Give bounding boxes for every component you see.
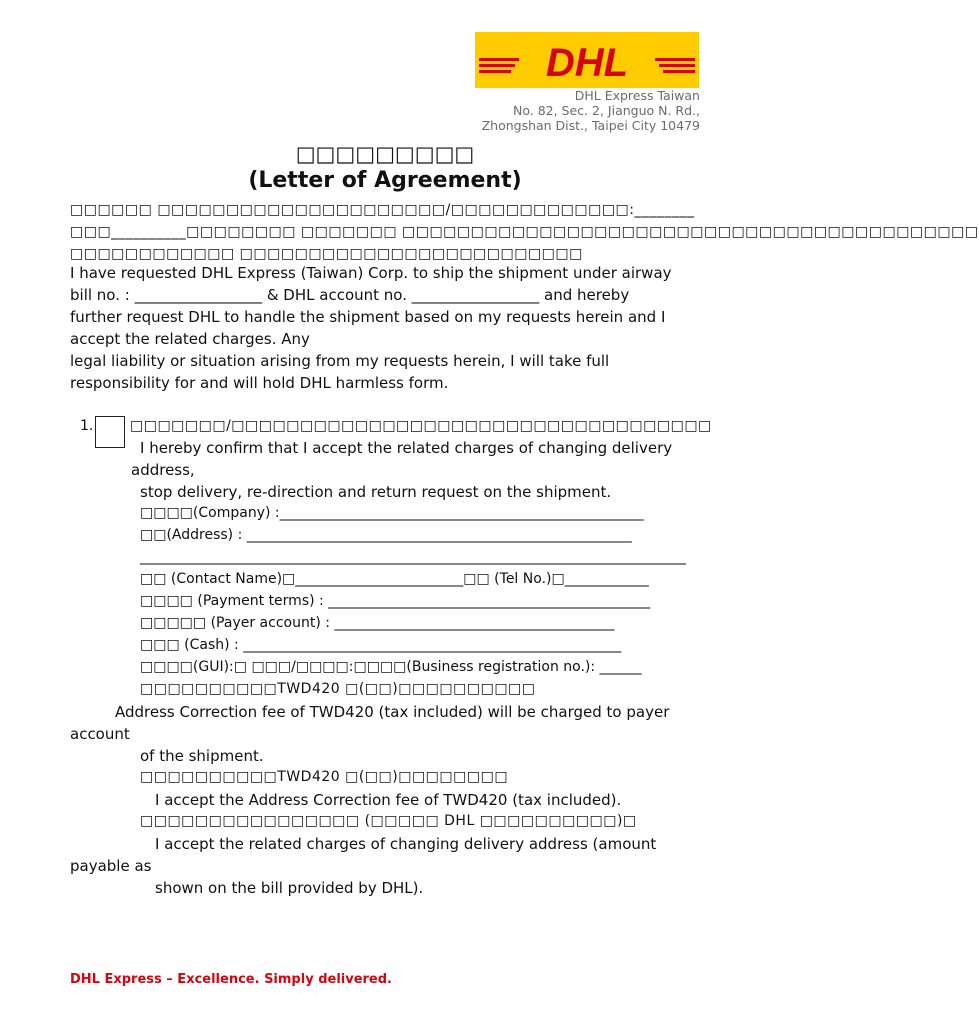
item-1-heading-english-3: stop delivery, re-direction and return request on the shipment. <box>140 483 612 501</box>
payer-account-field[interactable]: □□□□□ (Payer account) : ________________________________________ <box>140 615 615 631</box>
company-address-line-2: No. 82, Sec. 2, Jianguo N. Rd., <box>512 103 700 118</box>
fee-option-1-english-2: account <box>70 725 130 743</box>
item-number: 1. <box>80 418 94 434</box>
intro-english-line-6: responsibility for and will hold DHL harmless form. <box>70 374 449 392</box>
intro-english-line-5: legal liability or situation arising from my requests herein, I will take full <box>70 352 610 370</box>
payment-terms-field[interactable]: □□□□ (Payment terms) : ______________________________________________ <box>140 593 651 609</box>
address-field[interactable]: □□(Address) : _______________________________________________________ <box>140 527 632 543</box>
fee-option-3-english-2: payable as <box>70 857 152 875</box>
dhl-logo-text: DHL <box>545 41 629 85</box>
contact-tel-field[interactable]: □□ (Contact Name)□________________________□□ (Tel No.)□____________ <box>140 571 649 587</box>
intro-english-line-3: further request DHL to handle the shipment based on my requests herein and I <box>70 308 666 326</box>
intro-chinese-line-1: □□□□□□ □□□□□□□□□□□□□□□□□□□□□/□□□□□□□□□□□□□:________ <box>70 202 695 218</box>
fee-option-3-english-1: I accept the related charges of changing delivery address (amount <box>155 835 657 853</box>
dhl-logo <box>475 32 699 88</box>
intro-english-line-1: I have requested DHL Express (Taiwan) Corp. to ship the shipment under airway <box>70 264 672 282</box>
intro-english-line-2: bill no. : _________________ & DHL account no. _________________ and hereby <box>70 286 630 304</box>
intro-chinese-line-2: □□□__________□□□□□□□□ □□□□□□□ □□□□□□□□□□□□□□□□□□□□□□□□□□□□□□□□□□□□□□□□□□ <box>70 224 979 240</box>
intro-chinese-line-3: □□□□□□□□□□□□ □□□□□□□□□□□□□□□□□□□□□□□□□ <box>70 246 583 262</box>
intro-english-line-4: accept the related charges. Any <box>70 330 310 348</box>
fee-option-2-english: I accept the Address Correction fee of TWD420 (tax included). <box>155 791 622 809</box>
item-1-heading-english-1: I hereby confirm that I accept the related charges of changing delivery <box>140 439 673 457</box>
gui-field[interactable]: □□□□(GUI):□ □□□/□□□□:□□□□(Business registration no.): ______ <box>140 659 642 675</box>
document-title-english: (Letter of Agreement) <box>248 168 522 193</box>
dhl-logo-mark <box>475 32 699 88</box>
fee-option-1-chinese[interactable]: □□□□□□□□□□TWD420 □(□□)□□□□□□□□□□ <box>140 681 536 697</box>
document-title-chinese: □□□□□□□□□ <box>295 142 475 166</box>
cash-field[interactable]: □□□ (Cash) : ______________________________________________________ <box>140 637 622 653</box>
fee-option-1-english-3: of the shipment. <box>140 747 264 765</box>
fee-option-1-english-1: Address Correction fee of TWD420 (tax included) will be charged to payer <box>115 703 670 721</box>
address-field-continued[interactable]: ______________________________________________________________________________ <box>140 549 686 565</box>
footer-tagline: DHL Express – Excellence. Simply delivered. <box>70 972 392 987</box>
fee-option-3-english-3: shown on the bill provided by DHL). <box>155 879 424 897</box>
fee-option-3-chinese[interactable]: □□□□□□□□□□□□□□□□ (□□□□□ DHL □□□□□□□□□□)□ <box>140 813 637 829</box>
item-1-heading-chinese: □□□□□□□/□□□□□□□□□□□□□□□□□□□□□□□□□□□□□□□□□□□ <box>130 418 712 434</box>
fee-option-2-chinese[interactable]: □□□□□□□□□□TWD420 □(□□)□□□□□□□□ <box>140 769 509 785</box>
company-address-line-1: DHL Express Taiwan <box>574 88 700 103</box>
company-address-line-3: Zhongshan Dist., Taipei City 10479 <box>481 118 700 133</box>
item-1-checkbox[interactable] <box>95 416 125 448</box>
company-field[interactable]: □□□□(Company) :____________________________________________________ <box>140 505 644 521</box>
item-1-heading-english-2: address, <box>131 461 195 479</box>
